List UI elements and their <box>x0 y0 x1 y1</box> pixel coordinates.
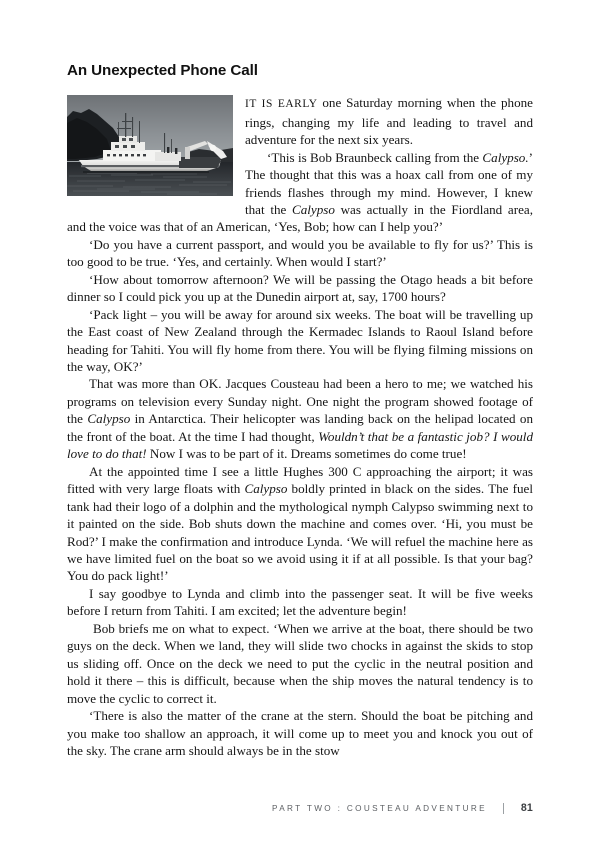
footer-divider <box>503 803 504 814</box>
italic-calypso-3: Calypso <box>87 411 131 427</box>
page-number: 81 <box>520 802 533 814</box>
paragraph-9: Bob briefs me on what to expect. ‘When we arrive at the boat, there should be two guys on the deck. When we land, they will slide two chocks in against the skids to stop us sliding off. Once on the deck we need to put the cyclic in the neutral position and hold it there – this is difficult, because when the ship moves the natural tendency is to move the cyclic to correct it. <box>67 620 533 706</box>
opening-small-caps: IT IS EARLY <box>245 98 318 111</box>
paragraph-7-part-1: At the appointed time I see a little Hughes 300 C approaching the airport; it was fitted with very large floats with <box>67 463 533 497</box>
paragraph-8: I say goodbye to Lynda and climb into the passenger seat. It will be five weeks before I return from Tahiti. I am excited; let the adventure begin! <box>67 585 533 619</box>
paragraph-1-text: one Saturday morning when the phone rings, changing my life and leading to travel and adventure for the next six years. <box>245 95 533 148</box>
paragraph-7-part-2: boldly printed in black on the sides. The fuel tank had their logo of a dolphin and the mythological nymph Calypso swimming next to it painted on the side. Bob shuts down the machine and comes over. ‘Hi, you must be Rod?’ I make the confirmation and introduce Lynda. ‘We will refuel the machine here as we have limited fuel on the boat so we avoid using it if at all possible. Is that your bag? You do pack light!’ <box>67 481 533 584</box>
paragraph-4: ‘How about tomorrow afternoon? We will be passing the Otago heads a bit before dinner so I could pick you up at the Dunedin airport at, say, 1700 hours? <box>67 271 533 305</box>
paragraph-2-part-3: was actually in the Fiordland area, and the voice was that of an American, ‘Yes, Bob; how can I help you?’ <box>67 201 533 235</box>
page-footer <box>67 800 533 816</box>
page-title: An Unexpected Phone Call <box>67 62 258 79</box>
paragraph-6-part-3: Now I was to be part of it. Dreams sometimes do come true! <box>146 446 467 462</box>
italic-calypso: Calypso. <box>482 149 529 165</box>
italic-thought: Wouldn’t that be a fantastic job? I would love to do that! <box>67 428 533 462</box>
paragraph-10: ‘There is also the matter of the crane at the stern. Should the boat be pitching and you make too shallow an approach, it will come up to meet you and knock you out of the sky. The crane arm should always be in the stow <box>67 708 533 758</box>
paragraph-6-part-2: in Antarctica. Their helicopter was landing back on the helipad located on the front of the boat. At the time I had thought, <box>67 411 533 444</box>
paragraph-6-part-1: That was more than OK. Jacques Cousteau had been a hero to me; we watched his programs on television every Sunday night. One night the program showed footage of the <box>67 376 533 427</box>
calypso-ship-photo <box>67 95 233 196</box>
paragraph-6 <box>67 375 533 462</box>
paragraph-2-part-1: ‘This is Bob Braunbeck calling from the <box>267 149 483 165</box>
paragraph-3: ‘Do you have a current passport, and would you be available to fly for us?’ This is too good to be true. ‘Yes, and certainly. When would I start?’ <box>67 236 533 270</box>
calypso-ship-photo-image <box>67 95 233 196</box>
footer-part-label: PART TWO : COUSTEAU ADVENTURE <box>272 803 487 813</box>
page-content <box>67 62 533 759</box>
paragraph-5: ‘Pack light – you will be away for around six weeks. The boat will be travelling up the East coast of New Zealand through the Kermadec Islands to Raoul Island before heading for Tahiti. You will fly home from there. You will be flying filming missions on the way, OK?’ <box>67 306 533 375</box>
paragraph-7 <box>67 463 533 585</box>
article-body <box>67 94 533 759</box>
italic-calypso-2: Calypso <box>292 201 335 217</box>
italic-calypso-4: Calypso <box>244 481 288 497</box>
paragraph-2-part-2: ’ The thought that this was a hoax call from one of my friends flashes through my mind. However, I knew that the <box>245 149 533 217</box>
